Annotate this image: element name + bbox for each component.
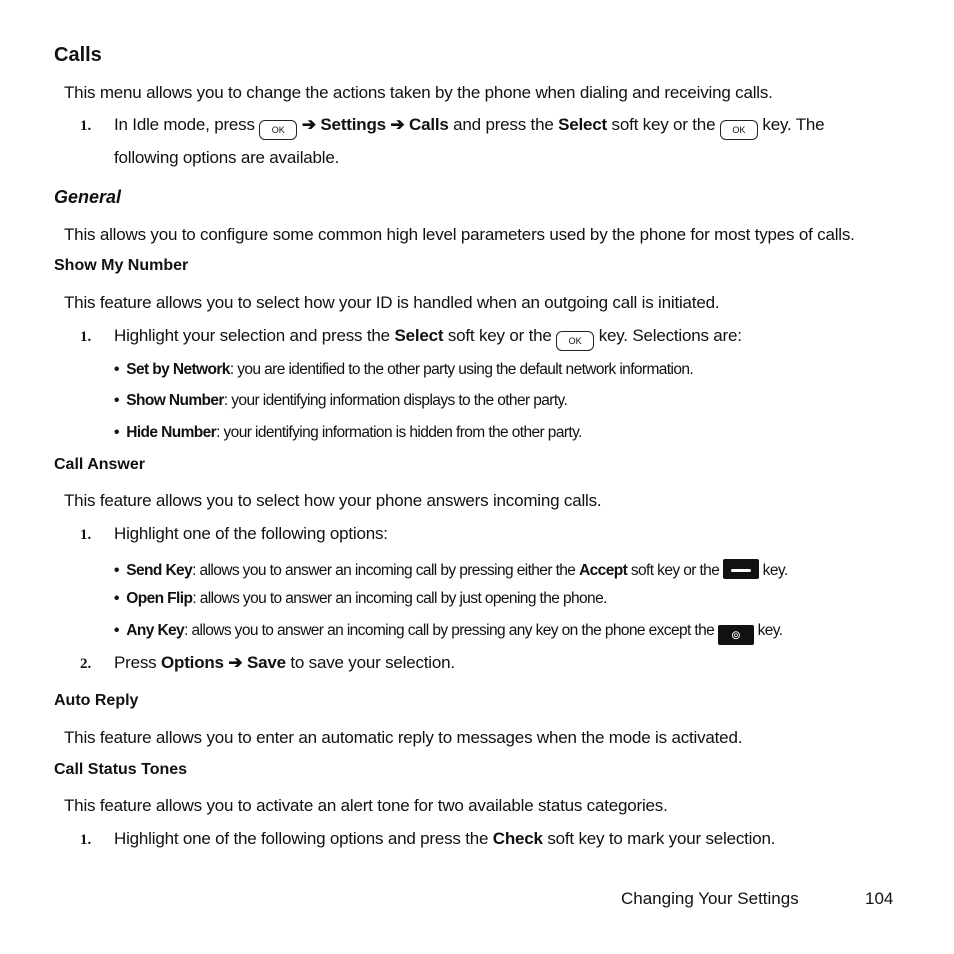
footer-section-title: Changing Your Settings <box>621 889 799 908</box>
page-title: Calls <box>54 44 102 66</box>
send-key-icon <box>723 559 759 579</box>
menu-calls: Calls <box>409 115 449 134</box>
step-text: and press the <box>453 115 554 134</box>
option-name: Open Flip <box>126 590 193 607</box>
intro-text: This menu allows you to change the actions taken by the phone when dialing and receiving calls. <box>64 83 773 102</box>
general-text: This allows you to configure some common high level parameters used by the phone for most types of calls. <box>64 225 855 244</box>
step-idle-line2: following options are available. <box>114 148 340 167</box>
menu-save: Save <box>246 653 286 672</box>
option-desc: soft key or the <box>630 562 720 579</box>
show-my-number-text: This feature allows you to select how your ID is handled when an outgoing call is initiated. <box>64 293 720 312</box>
list-item: • Hide Number: your identifying information is hidden from the other party. <box>114 424 582 441</box>
step-text: soft key or the <box>611 115 716 134</box>
list-item: • Set by Network: you are identified to the other party using the default network information. <box>114 361 694 378</box>
ok-key-icon: OK <box>259 120 297 140</box>
auto-reply-text: This feature allows you to enter an automatic reply to messages when the mode is activated. <box>64 728 743 747</box>
call-answer-text: This feature allows you to select how your phone answers incoming calls. <box>64 491 602 510</box>
option-desc: : you are identified to the other party using the default network information. <box>229 361 694 378</box>
select-softkey-label: Select <box>394 326 444 345</box>
option-name: Send Key <box>126 562 193 579</box>
call-answer-step1: Highlight one of the following options: <box>114 524 388 543</box>
select-softkey-label: Select <box>558 115 608 134</box>
call-status-tones-text: This feature allows you to activate an alert tone for two available status categories. <box>64 796 668 815</box>
step-text: key. Selections are: <box>598 326 742 345</box>
option-desc: : allows you to answer an incoming call by just opening the phone. <box>192 590 607 607</box>
option-desc: key. <box>762 562 788 579</box>
option-name: Show Number <box>126 392 224 409</box>
option-name: Any Key <box>126 622 185 639</box>
accept-softkey-label: Accept <box>579 562 628 579</box>
menu-options: Options <box>161 653 224 672</box>
list-item: • Show Number: your identifying information displays to the other party. <box>114 392 568 409</box>
ok-key-icon: OK <box>556 331 594 351</box>
arrow-icon: ➔ <box>228 653 243 672</box>
option-desc: : your identifying information displays to the other party. <box>223 392 568 409</box>
option-name: Set by Network <box>126 361 230 378</box>
list-item: • Send Key: allows you to answer an incoming call by pressing either the Accept soft key or the key. <box>114 559 788 580</box>
step-text: Highlight your selection and press the <box>114 326 390 345</box>
menu-settings: Settings <box>320 115 386 134</box>
check-softkey-label: Check <box>492 829 543 848</box>
call-answer-step2 <box>114 653 455 673</box>
call-status-tones-step <box>114 829 775 849</box>
show-my-number-step <box>114 326 742 351</box>
arrow-icon: ➔ <box>390 115 405 134</box>
step-idle-line1 <box>114 115 824 140</box>
step-number: 1. <box>80 527 92 543</box>
step-text: to save your selection. <box>290 653 455 672</box>
step-number: 1. <box>80 329 92 345</box>
ok-key-icon: OK <box>720 120 758 140</box>
section-heading-auto-reply: Auto Reply <box>54 692 139 709</box>
list-item: • Open Flip: allows you to answer an incoming call by just opening the phone. <box>114 590 607 607</box>
step-number: 1. <box>80 118 92 134</box>
section-heading-call-status-tones: Call Status Tones <box>54 761 188 778</box>
step-number: 2. <box>80 656 92 672</box>
step-text: soft key or the <box>447 326 552 345</box>
step-number: 1. <box>80 832 92 848</box>
arrow-icon: ➔ <box>301 115 316 134</box>
option-desc: key. <box>757 622 783 639</box>
option-desc: : your identifying information is hidden from the other party. <box>216 424 582 441</box>
option-desc: : allows you to answer an incoming call by pressing either the <box>192 562 576 579</box>
step-text: soft key to mark your selection. <box>547 829 776 848</box>
step-text: In Idle mode, press <box>114 115 255 134</box>
list-item: • Any Key: allows you to answer an incoming call by pressing any key on the phone except the ⊚ key. <box>114 622 782 645</box>
option-name: Hide Number <box>126 424 217 441</box>
page-number: 104 <box>865 889 894 908</box>
end-key-icon: ⊚ <box>718 625 754 645</box>
step-text: key. The <box>762 115 825 134</box>
step-text: Highlight one of the following options and press the <box>114 829 489 848</box>
section-heading-general: General <box>54 187 122 207</box>
section-heading-call-answer: Call Answer <box>54 456 145 473</box>
option-desc: : allows you to answer an incoming call by pressing any key on the phone except the <box>184 622 715 639</box>
step-text: Press <box>114 653 157 672</box>
section-heading-show-my-number: Show My Number <box>54 257 189 274</box>
